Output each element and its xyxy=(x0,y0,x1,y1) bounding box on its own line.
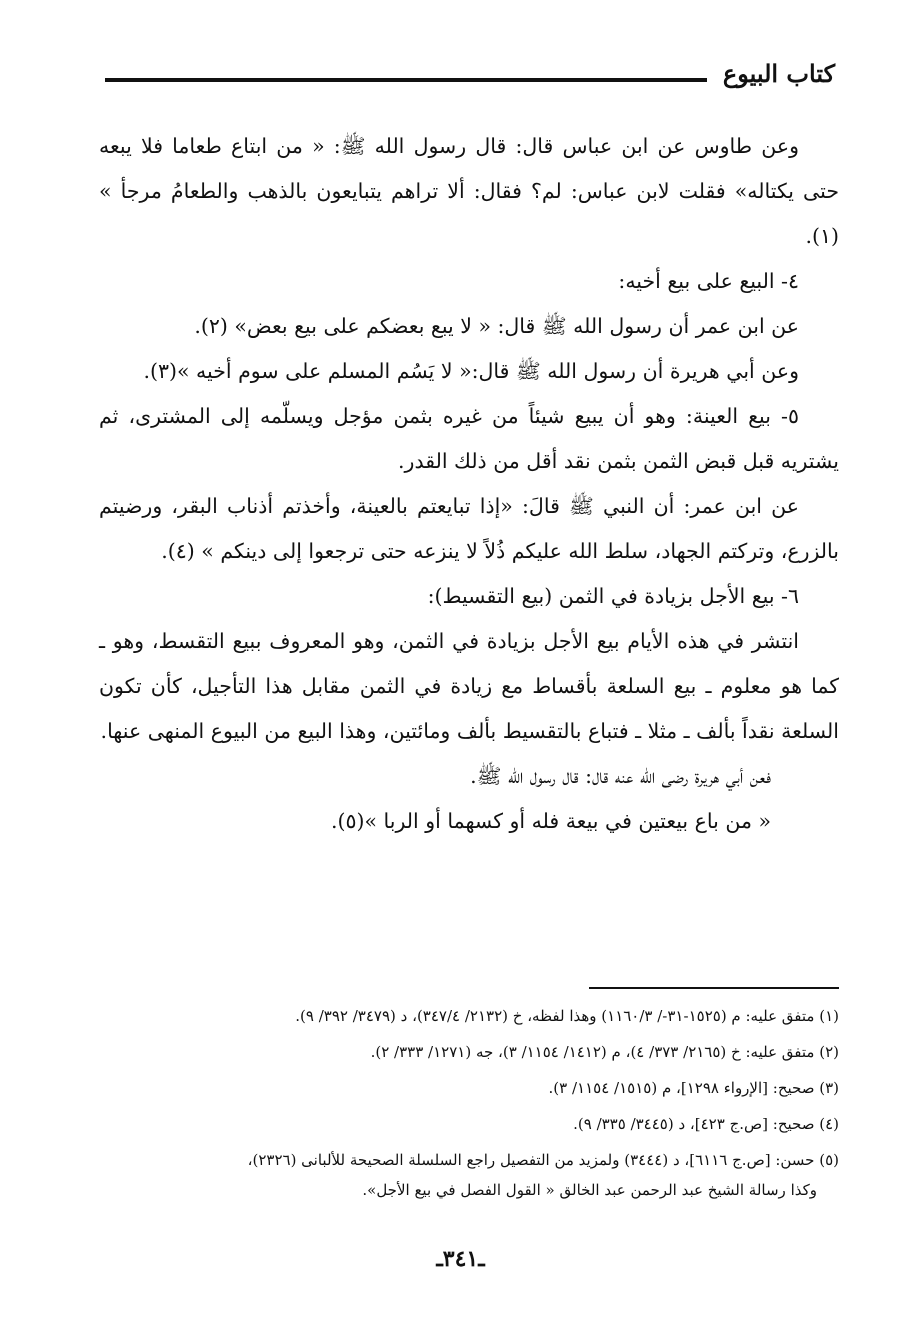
running-header xyxy=(105,52,835,92)
main-text xyxy=(99,124,839,844)
footnote-5: (٥) حسن: [ص.ج ٦١١٦]، د (٣٤٤٤) ولمزيد من التفصيل راجع السلسلة الصحيحة للألبانى (٢٣٢٦)، xyxy=(247,1151,839,1169)
heading-sale-over-brother: ٤- البيع على بيع أخيه: xyxy=(618,269,799,293)
footnote-3: (٣) صحيح: [الإرواء ١٢٩٨]، م (١٥١٥/ ١١٥٤/ ٣). xyxy=(548,1079,839,1097)
paragraph-hadith-abu-hurayra: وعن أبي هريرة أن رسول الله ﷺ قال:« لا يَسُم المسلم على سوم أخيه »(٣). xyxy=(143,359,799,383)
footnote-2: (٢) متفق عليه: خ (٢١٦٥/ ٣٧٣/ ٤)، م (١٤١٢/ ١١٥٤/ ٣)، جه (١٢٧١/ ٣٣٣/ ٢). xyxy=(370,1043,839,1061)
heading-installment-sale: ٦- بيع الأجل بزيادة في الثمن (بيع التقسيط): xyxy=(427,584,799,608)
footnote-4: (٤) صحيح: [ص.ج ٤٢٣]، د (٣٤٤٥/ ٣٣٥/ ٩). xyxy=(573,1115,839,1133)
paragraph-hadith-ina: عن ابن عمر: أن النبي ﷺ قالَ: «إذا تبايعتم بالعينة، وأخذتم أذناب البقر، ورضيتم بالزرع، وتركتم الجهاد، سلط الله عليكم ذُلاً لا ينزعه حتى ترجعوا إلى دينكم » (٤). xyxy=(99,494,839,563)
paragraph-hadith-ibn-umar: عن ابن عمر أن رسول الله ﷺ قال: « لا يبع بعضكم على بيع بعض» (٢). xyxy=(194,314,799,338)
paragraph-bay-al-ina: ٥- بيع العينة: وهو أن يبيع شيئاً من غيره بثمن مؤجل ويسلّمه إلى المشترى، ثم يشتريه قبل قبض الثمن بثمن نقد أقل من ذلك القدر. xyxy=(99,404,839,473)
paragraph-installment-explanation: انتشر في هذه الأيام بيع الأجل بزيادة في الثمن، وهو المعروف ببيع التقسط، وهو ـ كما هو معلوم ـ بيع السلعة بأقساط مع زيادة في الثمن مقابل هذا التأجيل، كأن تكون السلعة نقداً بألف ـ مثلا ـ فتباع بالتقسيط بألف ومائتين، وهذا البيع من البيوع المنهى عنها. xyxy=(99,629,839,743)
footnotes xyxy=(99,998,839,1202)
page-number: ـ٣٤١ـ xyxy=(436,1246,485,1272)
footnote-5-continued: وكذا رسالة الشيخ عبد الرحمن عبد الخالق « القول الفصل في بيع الأجل». xyxy=(362,1181,817,1199)
footnote-1: (١) متفق عليه: م (١٥٢٥-٣١-/ ١١٦٠/٣) وهذا لفظه، خ (٢١٣٢/ ٣٤٧/٤)، د (٣٤٧٩/ ٣٩٢/ ٩). xyxy=(295,1007,839,1025)
paragraph-hadith-ibn-abbas: وعن طاوس عن ابن عباس قال: قال رسول الله ﷺ: « من ابتاع طعاما فلا يبعه حتى يكتاله» فقلت لابن عباس: لم؟ فقال: ألا تراهم يتبايعون بالذهب والطعامُ مرجأ » (١). xyxy=(99,134,839,248)
header-rule xyxy=(105,78,707,82)
chapter-title: كتاب البيوع xyxy=(722,59,835,88)
paragraph-hadith-two-sales: « من باع بيعتين في بيعة فله أو كسهما أو الربا »(٥). xyxy=(330,809,771,833)
footnote-separator xyxy=(589,987,839,989)
paragraph-hadith-intro: فعن أبي هريرة رضى الله عنه قال: قال رسول الله ﷺ. xyxy=(470,764,771,788)
